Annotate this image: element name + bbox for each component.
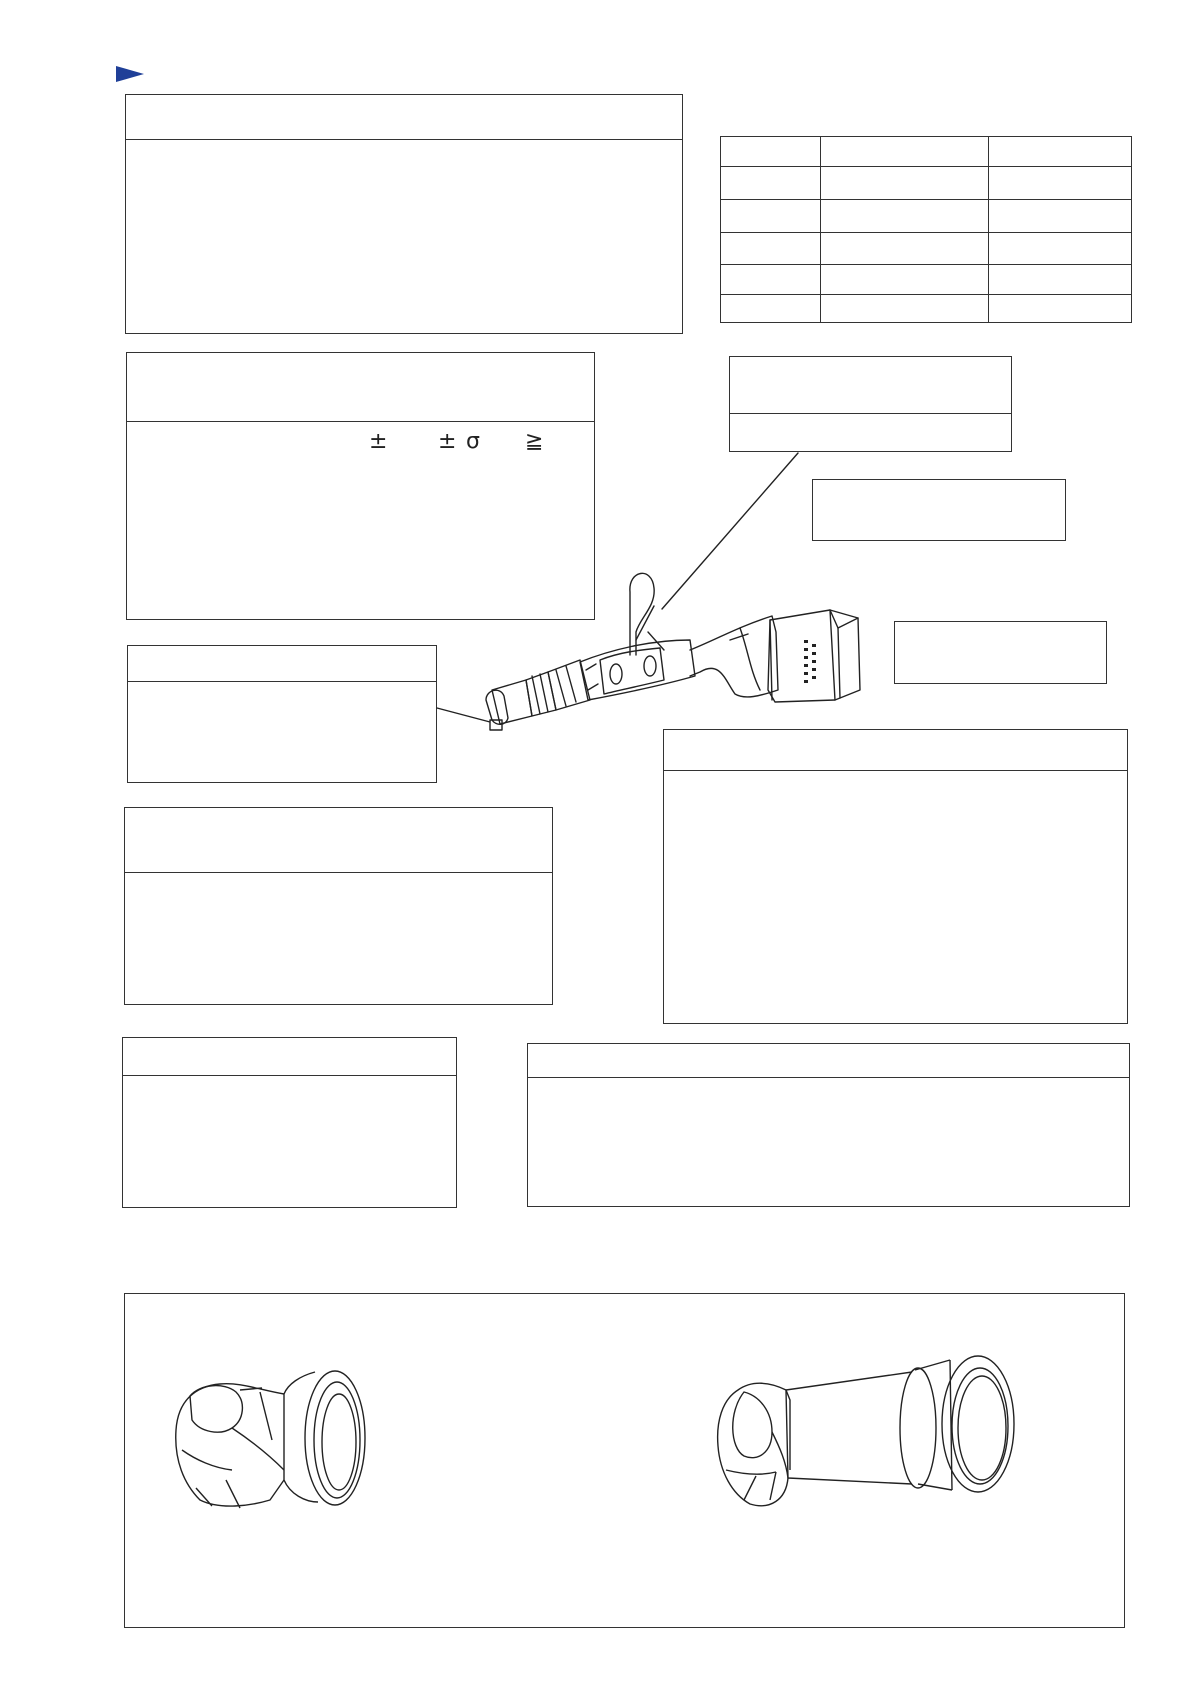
controller-box-header	[664, 730, 1127, 771]
hanger-icon	[630, 573, 654, 655]
battery-callout-box	[894, 621, 1107, 684]
option-box-left	[122, 1037, 457, 1208]
greater-equal-symbol: ≧	[525, 429, 544, 454]
accuracy-box-header	[127, 353, 594, 422]
table-cell	[989, 200, 1132, 233]
option-box-right-header	[528, 1044, 1129, 1078]
angle-heads-frame	[124, 1293, 1125, 1628]
hanger-callout-header	[730, 357, 1011, 414]
features-box	[125, 94, 683, 334]
leader-line	[437, 708, 490, 722]
option-box-right	[527, 1043, 1130, 1207]
table-cell	[721, 137, 821, 167]
table-cell	[989, 137, 1132, 167]
led-callout-box	[812, 479, 1066, 541]
table-cell	[989, 233, 1132, 265]
table-cell	[821, 265, 989, 295]
table-cell	[721, 200, 821, 233]
spec-table	[720, 136, 1132, 322]
square-drive-icon	[490, 720, 502, 730]
table-cell	[821, 295, 989, 323]
table-cell	[821, 167, 989, 200]
plus-minus-symbol: ±	[369, 429, 388, 454]
option-box-left-header	[123, 1038, 456, 1076]
table-cell	[721, 167, 821, 200]
plus-minus-symbol: ±	[438, 429, 457, 454]
battery-icon	[768, 610, 860, 702]
sigma-symbol: σ	[466, 429, 480, 454]
table-cell	[989, 265, 1132, 295]
battery-info-header	[125, 808, 552, 873]
head-callout-header	[128, 646, 436, 682]
table-cell	[989, 167, 1132, 200]
accuracy-box	[126, 352, 595, 620]
table-cell	[821, 200, 989, 233]
leader-line	[662, 453, 798, 609]
table-cell	[721, 265, 821, 295]
table-cell	[821, 137, 989, 167]
section-marker-icon	[116, 64, 146, 84]
features-box-header	[126, 95, 682, 140]
battery-info-box	[124, 807, 553, 1005]
head-callout-box	[127, 645, 437, 783]
controller-box	[663, 729, 1128, 1024]
table-cell	[721, 295, 821, 323]
hanger-callout-box	[729, 356, 1012, 452]
table-cell	[721, 233, 821, 265]
table-cell	[989, 295, 1132, 323]
table-cell	[821, 233, 989, 265]
